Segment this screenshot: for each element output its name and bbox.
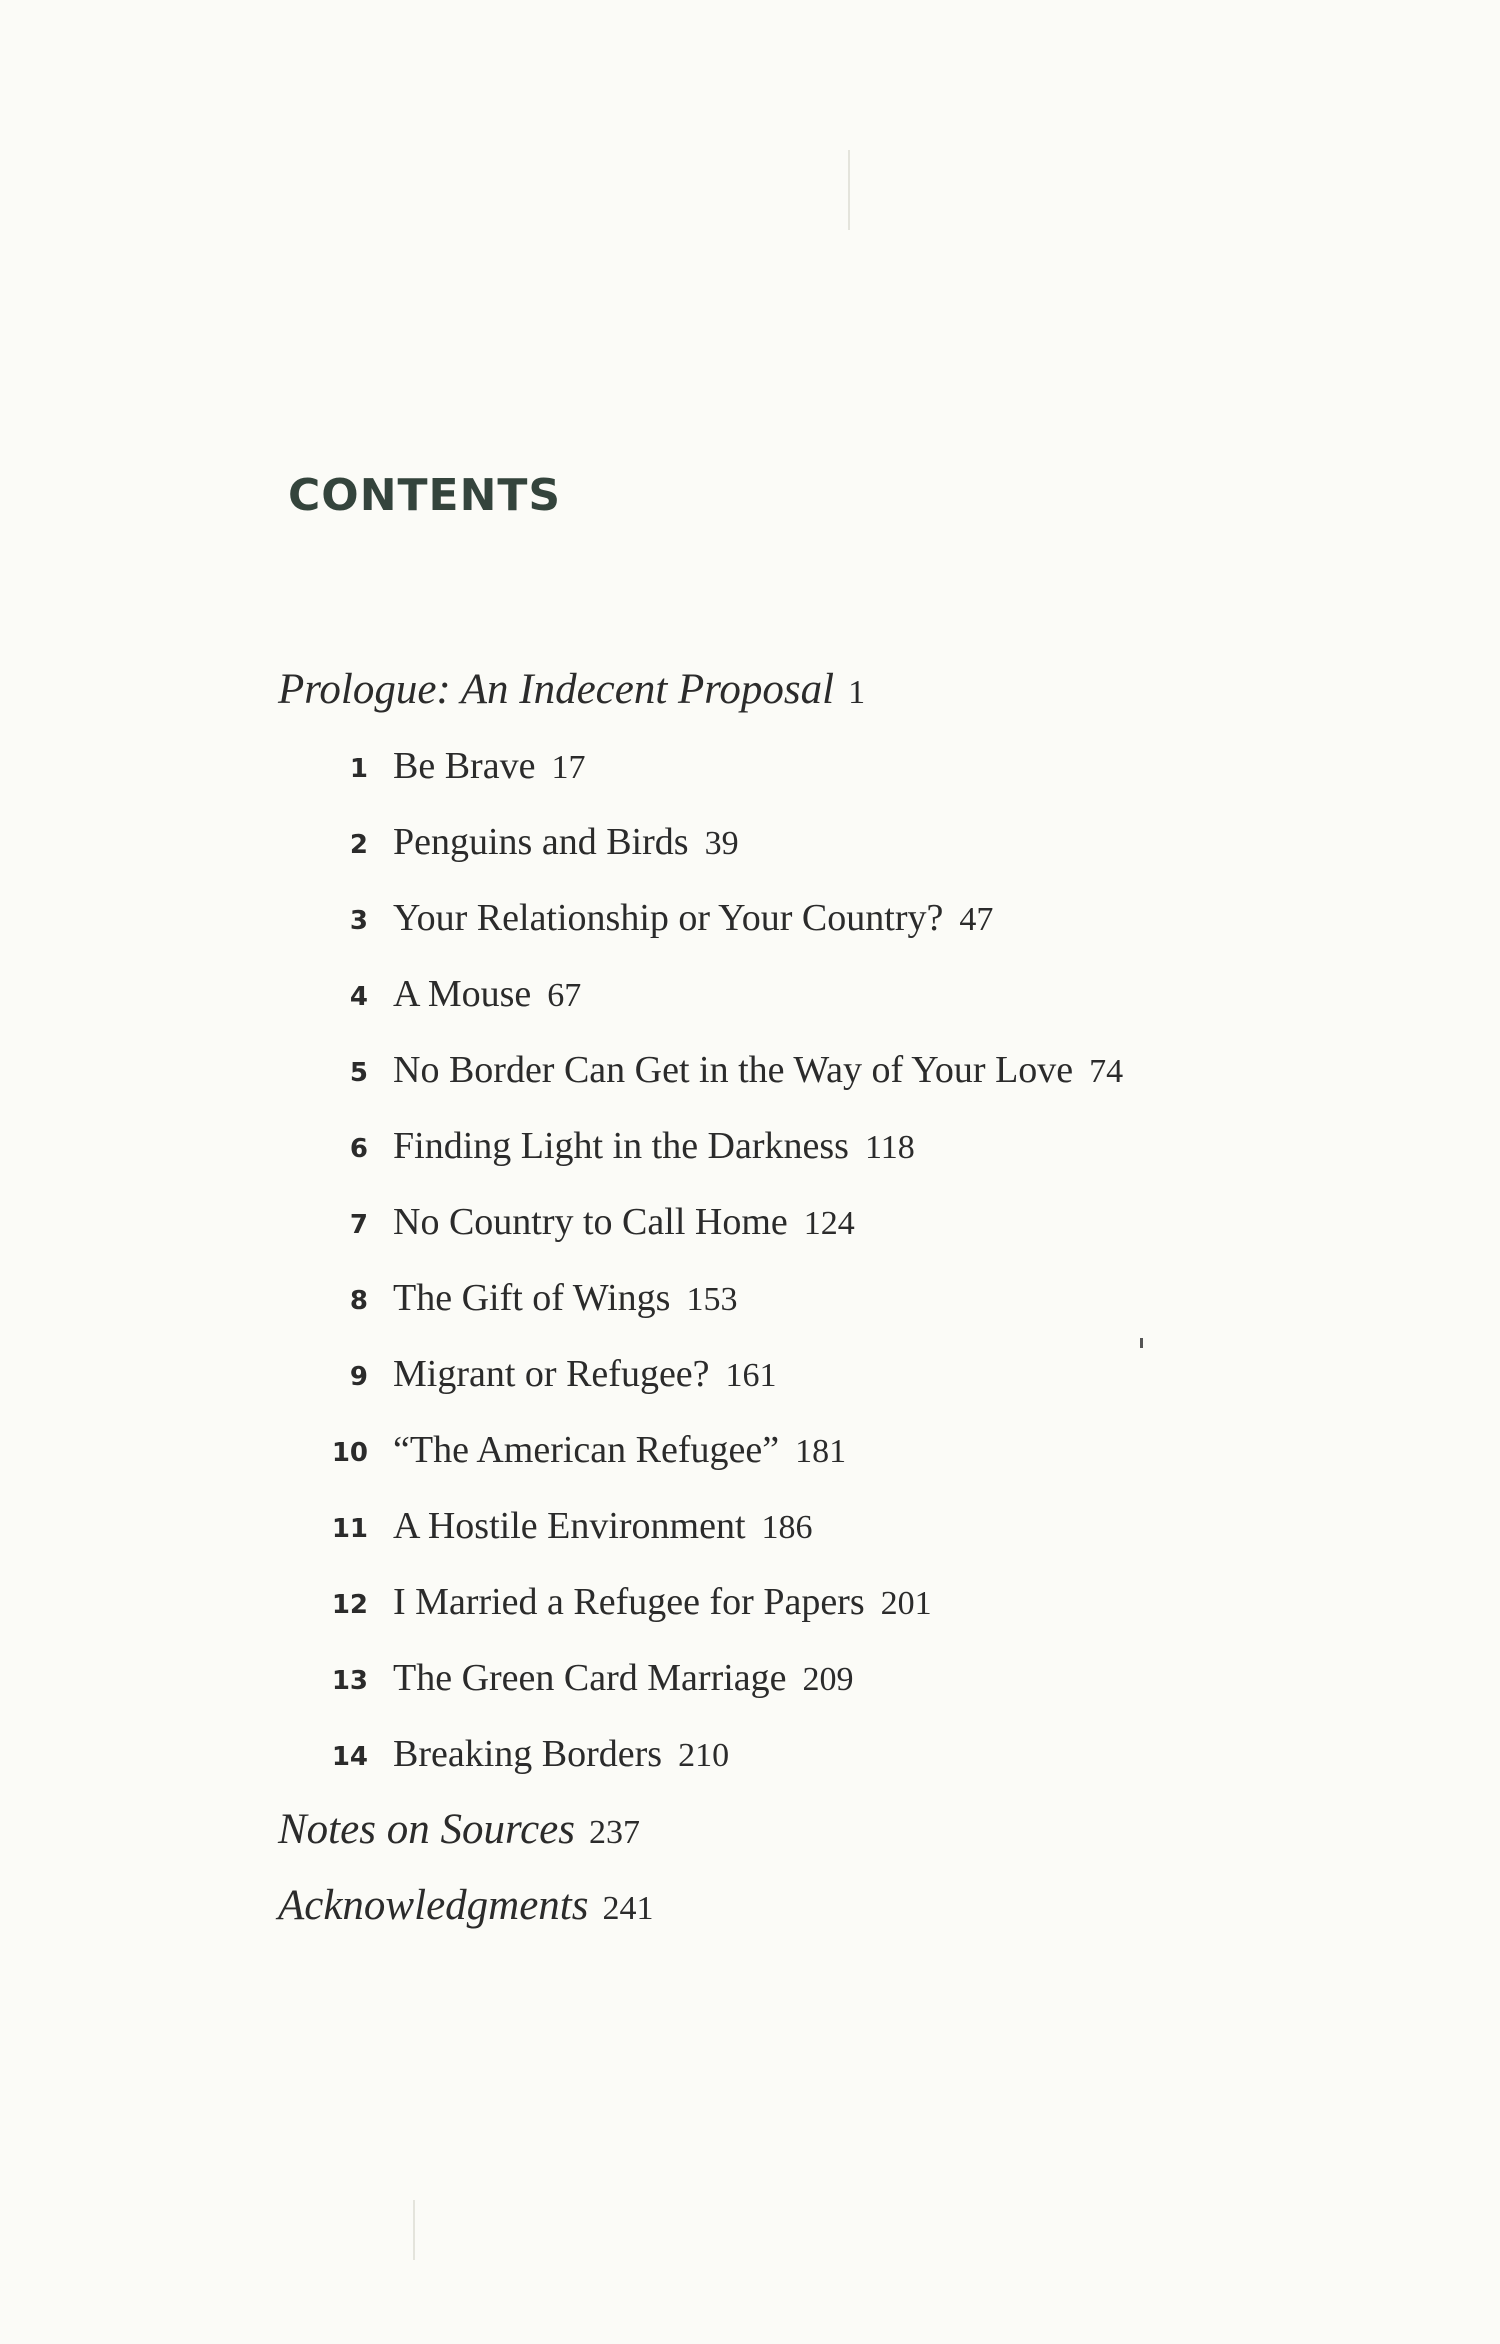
toc-entry-chapter-2[interactable]: [0, 812, 1500, 888]
toc-entry-chapter-12[interactable]: [0, 1572, 1500, 1648]
toc-entry-chapter-11[interactable]: [0, 1496, 1500, 1572]
chapter-number: 5: [349, 1058, 368, 1088]
chapter-number: 12: [331, 1590, 368, 1620]
chapter-title: A Mouse: [393, 973, 532, 1015]
chapter-number: 4: [349, 982, 368, 1012]
chapter-title: Breaking Borders: [393, 1733, 663, 1775]
toc-entry-chapter-7[interactable]: [0, 1192, 1500, 1268]
toc-page-number: 210: [678, 1737, 730, 1774]
toc-entry-chapter-1[interactable]: [0, 736, 1500, 812]
toc-page-number: 118: [864, 1129, 915, 1166]
chapter-number: 6: [349, 1134, 368, 1164]
chapter-number: 2: [349, 830, 368, 860]
chapter-number: 14: [331, 1742, 368, 1772]
contents-heading: CONTENTS: [288, 470, 562, 521]
chapter-title: A Hostile Environment: [393, 1505, 746, 1547]
chapter-number: 11: [331, 1514, 368, 1544]
toc-page-number: 74: [1089, 1053, 1124, 1090]
toc-page-number: 201: [880, 1585, 932, 1622]
paper-speck: [848, 150, 850, 230]
toc-entry-chapter-4[interactable]: [0, 964, 1500, 1040]
chapter-number: 1: [349, 754, 368, 784]
toc-entry-chapter-6[interactable]: [0, 1116, 1500, 1192]
toc-entry-chapter-10[interactable]: [0, 1420, 1500, 1496]
chapter-title: I Married a Refugee for Papers: [393, 1581, 865, 1623]
toc-page-number: 124: [803, 1205, 855, 1242]
toc-page-number: 186: [761, 1509, 813, 1546]
toc-entry-prologue[interactable]: [0, 660, 1500, 736]
paper-speck: [413, 2200, 415, 2260]
toc-entry-chapter-13[interactable]: [0, 1648, 1500, 1724]
chapter-title: The Gift of Wings: [393, 1277, 671, 1319]
toc-entry-chapter-9[interactable]: [0, 1344, 1500, 1420]
chapter-title: “The American Refugee”: [393, 1429, 780, 1471]
chapter-title: The Green Card Marriage: [393, 1657, 787, 1699]
toc-entry-title: Notes on Sources: [278, 1806, 575, 1853]
toc-entry-title: Acknowledgments: [278, 1882, 589, 1929]
chapter-number: 3: [349, 906, 368, 936]
chapter-number: 13: [331, 1666, 368, 1696]
toc-page-number: 67: [547, 977, 582, 1014]
chapter-title: Be Brave: [393, 745, 536, 787]
toc-entry-title: Prologue: An Indecent Proposal: [278, 666, 835, 713]
toc-page-number: 153: [686, 1281, 738, 1318]
toc-entry-acknowledgments[interactable]: [0, 1876, 1500, 1952]
toc-entry-chapter-8[interactable]: [0, 1268, 1500, 1344]
chapter-number: 9: [349, 1362, 368, 1392]
toc-entry-chapter-5[interactable]: [0, 1040, 1500, 1116]
chapter-title: Finding Light in the Darkness: [393, 1125, 849, 1167]
chapter-number: 8: [349, 1286, 368, 1316]
toc-page-number: 1: [848, 674, 866, 711]
toc-entry-notes-on-sources[interactable]: [0, 1800, 1500, 1876]
toc-page-number: 47: [959, 901, 994, 938]
chapter-title: Migrant or Refugee?: [393, 1353, 710, 1395]
toc-page-number: 209: [802, 1661, 854, 1698]
chapter-title: No Country to Call Home: [393, 1201, 788, 1243]
toc-page-number: 161: [725, 1357, 777, 1394]
table-of-contents: [0, 660, 1500, 1952]
toc-page-number: 237: [589, 1814, 640, 1851]
toc-page-number: 39: [704, 825, 739, 862]
chapter-title: Penguins and Birds: [393, 821, 689, 863]
chapter-title: Your Relationship or Your Country?: [393, 897, 944, 939]
toc-page-number: 17: [551, 749, 586, 786]
toc-page-number: 241: [602, 1890, 654, 1927]
toc-entry-chapter-14[interactable]: [0, 1724, 1500, 1800]
toc-entry-chapter-3[interactable]: [0, 888, 1500, 964]
chapter-number: 10: [331, 1438, 368, 1468]
chapter-title: No Border Can Get in the Way of Your Love: [393, 1049, 1074, 1091]
chapter-number: 7: [349, 1210, 368, 1240]
toc-page-number: 181: [795, 1433, 847, 1470]
